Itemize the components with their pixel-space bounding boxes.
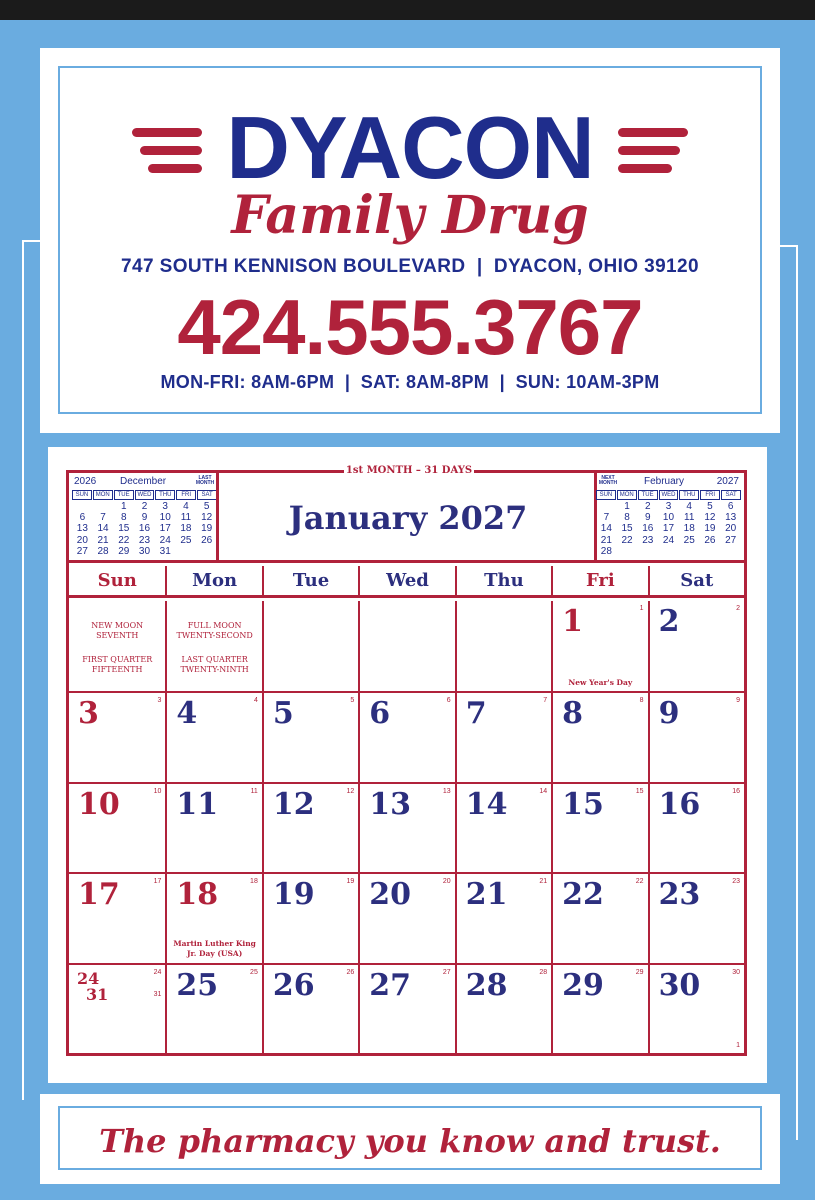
- day-number: 18: [176, 877, 219, 913]
- mini-day: 1: [121, 501, 127, 512]
- day-cell: [358, 782, 454, 872]
- day-small-number: 24: [153, 968, 162, 976]
- mini-day: 3: [162, 501, 168, 512]
- calendar-frame: [66, 465, 747, 1056]
- brand-subtitle: Family Drug: [231, 185, 589, 246]
- calendar-sheet: [48, 447, 767, 1083]
- mini-weekday: SUN: [72, 490, 92, 500]
- mini-day: 4: [686, 501, 692, 512]
- mini-day: 27: [76, 545, 88, 557]
- day-small-number: 22: [635, 878, 644, 886]
- hanger-tick-right: [778, 245, 798, 247]
- day-number: 25: [176, 967, 219, 1003]
- mini-day: 23: [138, 534, 151, 546]
- mini-day: 13: [76, 523, 88, 535]
- day-small-number: 18: [250, 878, 258, 886]
- day-number: 13: [369, 786, 412, 822]
- day-number: 4: [176, 696, 198, 732]
- footer-inner-frame: [58, 1106, 762, 1170]
- mini-weekday: MON: [617, 490, 637, 500]
- moon-phase-day: TWENTY-SECOND: [176, 631, 253, 640]
- day-cell: [165, 691, 261, 781]
- day-cell: [648, 782, 744, 872]
- day-cell: [455, 601, 551, 691]
- day-number: 8: [562, 696, 584, 732]
- day-small-number: 29: [635, 968, 644, 976]
- day-cell: [69, 691, 165, 781]
- day-small-number: 16: [732, 787, 740, 795]
- mini-day: 12: [704, 512, 716, 524]
- mini-day: 20: [76, 534, 88, 546]
- day-cell: [648, 691, 744, 781]
- day-small-number: 3: [157, 697, 162, 705]
- brand-logo: [60, 98, 760, 246]
- day-small-number: 5: [350, 697, 355, 705]
- moon-phase-day: TWENTY-NINTH: [180, 665, 249, 674]
- mini-day: 16: [138, 523, 151, 535]
- mini-day: [72, 501, 93, 512]
- hanger-line-right: [796, 245, 798, 1140]
- mini-weekday: FRI: [700, 490, 720, 500]
- header-card: [40, 48, 780, 433]
- day-cell: [262, 601, 358, 691]
- weekday-header-row: [69, 566, 744, 598]
- day-small-number: 7: [543, 697, 548, 705]
- day-small-number: 31: [153, 990, 162, 998]
- day-cell: [165, 601, 261, 691]
- day-number: 3: [78, 696, 99, 732]
- calendar-header-row: [69, 473, 744, 563]
- day-small-number: 27: [442, 968, 451, 976]
- day-cell: [165, 782, 261, 872]
- day-cell: [358, 872, 454, 962]
- day-cell: [455, 872, 551, 962]
- mini-day: 10: [662, 512, 675, 524]
- weekday-mon: Mon: [165, 566, 261, 596]
- day-cell: [69, 782, 165, 872]
- day-cell: [455, 782, 551, 872]
- day-cell: [165, 963, 261, 1053]
- day-number: 12: [272, 786, 315, 822]
- day-small-number: 2: [736, 605, 740, 612]
- day-number: 5: [272, 696, 294, 732]
- day-cell: [551, 872, 647, 962]
- mini-day: 27: [725, 534, 737, 546]
- mini-day: 9: [645, 512, 651, 524]
- day-small-number: 28: [539, 968, 548, 976]
- weekday-sat: Sat: [648, 566, 744, 596]
- mini-day: [658, 546, 679, 557]
- mini-day: 7: [603, 512, 610, 524]
- mini-day: 21: [600, 534, 612, 546]
- weekday-fri: Fri: [551, 566, 647, 596]
- mini-day: [196, 546, 217, 557]
- mini-day: 12: [201, 512, 213, 524]
- mini-day: [93, 501, 114, 512]
- mini-day: [679, 546, 700, 557]
- day-cell: [69, 963, 165, 1053]
- mini-prev-tag: LAST MONTH: [195, 475, 215, 486]
- mini-day: 7: [100, 512, 106, 524]
- mini-day: 9: [141, 512, 148, 524]
- day-small-number: 30: [732, 968, 740, 976]
- moon-phase: [69, 655, 165, 675]
- mini-next-weekdays: [596, 490, 741, 500]
- mini-weekday: FRI: [176, 490, 196, 500]
- day-small-number: 14: [539, 787, 548, 795]
- mini-day: [617, 546, 638, 557]
- mini-next-year: 2027: [716, 476, 739, 487]
- moon-phase-name: FIRST QUARTER: [82, 655, 153, 664]
- day-number: 14: [465, 786, 508, 822]
- mini-prev-month: December: [120, 476, 167, 487]
- mini-day: 5: [203, 501, 210, 512]
- day-number: 20: [369, 877, 412, 913]
- day-cell: [69, 872, 165, 962]
- mini-day: 19: [704, 523, 716, 535]
- header-inner-frame: [58, 66, 762, 414]
- day-cell: [551, 691, 647, 781]
- day-cell: [358, 601, 454, 691]
- mini-day: 14: [600, 523, 612, 535]
- day-cell: [262, 691, 358, 781]
- day-small-number: 4: [253, 697, 258, 705]
- day-cell: [648, 872, 744, 962]
- mini-day: 13: [725, 512, 737, 524]
- brand-name: DYACON: [226, 98, 594, 197]
- month-banner: 1st MONTH – 31 DAYS: [344, 462, 474, 480]
- day-number: 27: [369, 967, 412, 1003]
- mini-weekday: THU: [155, 490, 175, 500]
- day-small-number: 13: [442, 787, 451, 795]
- mini-day: 8: [624, 512, 630, 524]
- top-bar: [0, 0, 815, 20]
- day-small-number: 12: [346, 787, 355, 795]
- day-number: 11: [176, 786, 219, 822]
- mini-day: 6: [79, 512, 86, 524]
- tagline: The pharmacy you know and trust.: [99, 1122, 721, 1160]
- moon-phase-name: LAST QUARTER: [181, 655, 248, 664]
- store-address: 747 SOUTH KENNISON BOULEVARD | DYACON, OHIO 39120: [121, 256, 699, 277]
- store-hours: MON-FRI: 8AM-6PM | SAT: 8AM-8PM | SUN: 10AM-3PM: [160, 372, 660, 392]
- mini-day: 25: [683, 534, 695, 546]
- moon-phase: [167, 621, 261, 641]
- day-small-number: 20: [442, 878, 451, 886]
- mini-prev-weekdays: [72, 490, 217, 500]
- mini-calendar-prev: [72, 476, 217, 560]
- weekday-thu: Thu: [455, 566, 551, 596]
- mini-day: 8: [121, 512, 127, 524]
- footer-card: [40, 1094, 780, 1184]
- mini-day: 25: [180, 534, 192, 546]
- day-small-number: 8: [639, 697, 644, 705]
- mini-day: 21: [97, 534, 109, 546]
- moon-phase-day: FIFTEENTH: [91, 665, 143, 674]
- day-small-number: 19: [346, 878, 355, 886]
- day-number: 30: [658, 967, 701, 1003]
- mini-day: 18: [180, 523, 192, 535]
- day-small-number: 21: [539, 878, 548, 886]
- mini-day: 22: [621, 534, 633, 546]
- mini-day: 30: [138, 545, 151, 557]
- holiday-note: Martin Luther King Jr. Day (USA): [173, 939, 256, 958]
- mini-day: 2: [141, 501, 148, 512]
- mini-weekday: THU: [679, 490, 699, 500]
- day-number: 15: [562, 786, 604, 822]
- store-phone: 424.555.3767: [177, 283, 643, 371]
- day-small-number: 1: [736, 1042, 740, 1049]
- day-number: 28: [465, 967, 508, 1003]
- day-cell: [358, 963, 454, 1053]
- moon-phase: [69, 621, 165, 641]
- mini-day: 5: [707, 501, 713, 512]
- mini-day: 26: [704, 534, 716, 546]
- day-cell: [262, 782, 358, 872]
- mini-day: 22: [118, 534, 130, 546]
- mini-prev-year: 2026: [74, 476, 97, 487]
- day-number: 26: [272, 967, 315, 1003]
- day-cell: [551, 601, 647, 691]
- day-small-number: 6: [446, 697, 451, 705]
- mini-weekday: WED: [135, 490, 155, 500]
- day-cell: [69, 601, 165, 691]
- mini-day: 11: [180, 512, 192, 524]
- day-number: 2: [658, 604, 680, 639]
- day-cell: [262, 963, 358, 1053]
- hanger-tick-left: [22, 240, 42, 242]
- mini-day: 28: [97, 545, 109, 557]
- day-cell: [551, 963, 647, 1053]
- day-number: 6: [369, 696, 391, 732]
- hanger-line-left: [22, 240, 24, 1100]
- day-number: 17: [78, 877, 120, 913]
- day-number: 22: [562, 877, 604, 913]
- mini-day: 24: [662, 534, 675, 546]
- mini-weekday: TUE: [638, 490, 658, 500]
- day-cell: [551, 782, 647, 872]
- mini-next-tag: NEXT MONTH: [598, 475, 618, 486]
- mini-next-grid: [596, 501, 741, 557]
- mini-day: 2: [645, 501, 651, 512]
- day-small-number: 9: [736, 697, 740, 705]
- mini-day: 15: [118, 523, 130, 535]
- day-number-split-top: 24: [77, 968, 100, 988]
- day-cell: [648, 601, 744, 691]
- weekday-tue: Tue: [262, 566, 358, 596]
- day-number: 1: [562, 604, 584, 639]
- mini-day: 18: [683, 523, 695, 535]
- mini-day: 17: [159, 523, 171, 535]
- mini-day: 23: [642, 534, 654, 546]
- mini-weekday: SUN: [596, 490, 616, 500]
- mini-day: 10: [159, 512, 171, 524]
- mini-day: 6: [727, 501, 734, 512]
- moon-phase: [167, 655, 261, 675]
- mini-prev-grid: [72, 501, 217, 557]
- day-grid: [69, 601, 744, 1053]
- mini-day: 28: [600, 545, 612, 557]
- mini-day: 11: [684, 512, 695, 524]
- day-number: 23: [658, 877, 701, 913]
- weekday-wed: Wed: [358, 566, 454, 596]
- weekday-sun: Sun: [97, 570, 137, 591]
- mini-weekday: SAT: [197, 490, 217, 500]
- mini-day: [700, 546, 721, 557]
- day-number: 19: [272, 877, 315, 913]
- month-title: January 2027: [288, 499, 528, 537]
- day-cell: [455, 963, 551, 1053]
- day-number: 16: [658, 786, 701, 822]
- moon-phase-day: SEVENTH: [96, 631, 139, 640]
- mini-day: [596, 501, 617, 512]
- day-number: 29: [562, 967, 604, 1003]
- mini-day: 4: [183, 501, 189, 512]
- mini-weekday: TUE: [114, 490, 134, 500]
- day-small-number: 15: [635, 787, 644, 795]
- mini-day: 20: [725, 523, 737, 535]
- mini-day: [720, 546, 741, 557]
- day-number: 9: [658, 696, 680, 732]
- day-number-split-bottom: 31: [86, 984, 109, 1004]
- mini-day: 19: [201, 523, 213, 535]
- moon-phase-name: FULL MOON: [187, 621, 242, 630]
- day-small-number: 1: [639, 605, 644, 612]
- mini-weekday: MON: [93, 490, 113, 500]
- mini-day: 31: [159, 545, 171, 557]
- mini-day: 29: [118, 545, 130, 557]
- mini-calendar-next: [596, 476, 741, 560]
- day-cell: [165, 872, 261, 962]
- mini-day: 3: [665, 501, 672, 512]
- day-number: 21: [465, 877, 508, 913]
- mini-next-month: February: [644, 476, 685, 487]
- day-small-number: 23: [732, 878, 740, 886]
- mini-day: 15: [621, 523, 633, 535]
- mini-day: [176, 546, 197, 557]
- mini-day: 26: [201, 534, 213, 546]
- mini-weekday: WED: [659, 490, 679, 500]
- day-cell: [262, 872, 358, 962]
- mini-day: 24: [159, 534, 171, 546]
- mini-weekday: SAT: [721, 490, 741, 500]
- day-cell: [648, 963, 744, 1053]
- day-small-number: 11: [250, 787, 258, 795]
- day-number: 7: [465, 696, 487, 732]
- mini-day: [637, 546, 658, 557]
- holiday-note: New Year's Day: [568, 677, 633, 687]
- mini-day: 16: [642, 523, 654, 535]
- moon-phase-name: NEW MOON: [91, 621, 144, 630]
- mini-day: 14: [97, 523, 109, 535]
- day-cell: [358, 691, 454, 781]
- mini-day: 17: [662, 523, 675, 535]
- mini-day: 1: [624, 501, 630, 512]
- day-number: 10: [78, 786, 120, 822]
- day-small-number: 17: [153, 878, 162, 886]
- day-small-number: 25: [250, 968, 258, 976]
- day-small-number: 26: [346, 968, 355, 976]
- day-cell: [455, 691, 551, 781]
- day-small-number: 10: [153, 787, 162, 795]
